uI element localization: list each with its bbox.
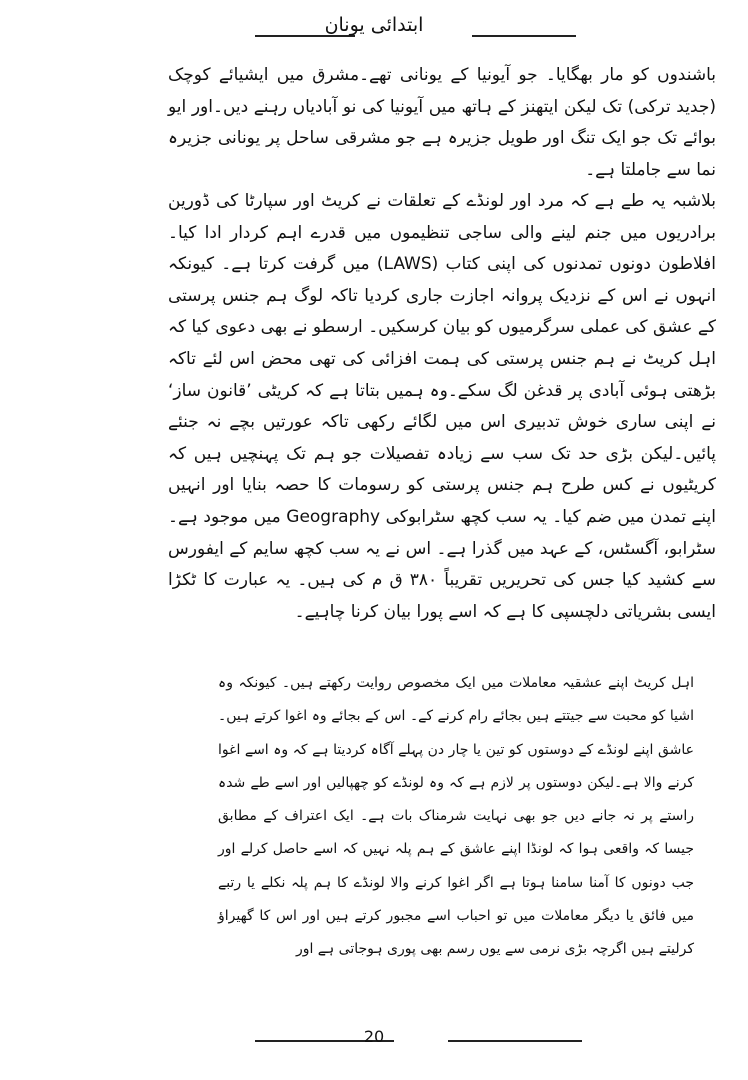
header-rule-right — [472, 35, 576, 37]
page-number: 20 — [363, 1027, 385, 1046]
body-paragraph-2: بلاشبہ یہ طے ہے کہ مرد اور لونڈے کے تعلقات نے کریٹ اور سپارٹا کی ڈورین برادریوں میں جنم لینے والی ساجی تنظیموں میں قدرے اہم کردار ادا کیا۔ افلاطون دونوں تمدنوں کی اپنی کتاب (LAWS) میں گرفت کرتا ہے۔ کیونکہ انہوں نے اس کے نزدیک پروانہ اجازت جاری کردیا تاکہ لوگ ہم جنس پرستی کے عشق کی عملی سرگرمیوں کو بیان کرسکیں۔ ارسطو نے بھی دعوی کیا کہ اہل کریٹ نے ہم جنس پرستی کی ہمت افزائی کی تھی محض اس لئے تاکہ بڑھتی ہوئی آبادی پر قدغن لگ سکے۔وہ ہمیں بتاتا ہے کہ کریٹی ’قانون ساز‘ نے اپنی ساری خوش تدبیری اس میں لگائے رکھی تاکہ عورتیں بچے نہ جنئے پائیں۔لیکن بڑی حد تک سب سے زیادہ تفصیلات جو ہم تک پہنچیں ہیں کہ کریٹیوں نے کس طرح ہم جنس پرستی کو رسومات کا حصہ بنایا اور انہیں اپنے تمدن میں ضم کیا۔ یہ سب کچھ سٹرابوکی Geography میں موجود ہے۔ سٹرابو، آگسٹس، کے عہد میں گذرا ہے۔ اس نے یہ سب کچھ سایم کے ایفورس سے کشید کیا جس کی تحریریں تقریباً ۳۸۰ ق م کی ہیں۔ یہ عبارت کا ٹکڑا ایسی بشریاتی دلچسپی کا ہے کہ اسے پورا بیان کرنا چاہیے۔ — [168, 191, 717, 622]
footer-rule-right — [448, 1040, 582, 1042]
body-paragraph-1: باشندوں کو مار بھگایا۔ جو آیونیا کے یونانی تھے۔مشرق میں ایشیائے کوچک (جدید ترکی) تک لیکن ایتھنز کے ہاتھ میں آیونیا کی نو آبادیاں رہنے دیں۔اور ایو بوائے تک جو ایک تنگ اور طویل جزیرہ ہے جو مشرقی ساحل پر یونانی جزیرہ نما سے جاملتا ہے۔ — [168, 65, 716, 180]
block-quote: اہل کریٹ اپنے عشقیہ معاملات میں ایک مخصوص روایت رکھتے ہیں۔ کیونکہ وہ اشیا کو محبت سے جیتتے ہیں بجائے رام کرنے کے۔ اس کے بجائے وہ اغوا کرتے ہیں۔ عاشق اپنے لونڈے کے دوستوں کو تین یا چار دن پہلے آگاہ کردیتا ہے کہ وہ اسے اغوا کرنے والا ہے۔لیکن دوستوں پر لازم ہے کہ وہ لونڈے کو چھپالیں اور اسے طے شدہ راستے پر نہ جانے دیں جو بھی نہایت شرمناک بات ہے۔ ایک اعتراف کے مطابق جیسا کہ واقعی ہوا کہ لونڈا اپنے عاشق کے ہم پلہ نہیں کہ اسے حاصل کرلے اور جب دونوں کا آمنا سامنا ہوتا ہے اگر اغوا کرنے والا لونڈے کا ہم پلہ نکلے یا رتبے میں فائق یا دیگر معاملات میں تو احباب اسے مجبور کرتے ہیں اور اس کا گھیراؤ کرلیتے ہیں اگرچہ بڑی نرمی سے یوں رسم بھی پوری ہوجاتی ہے اور — [218, 675, 694, 958]
running-header: ابتدائی یونان — [324, 14, 424, 36]
